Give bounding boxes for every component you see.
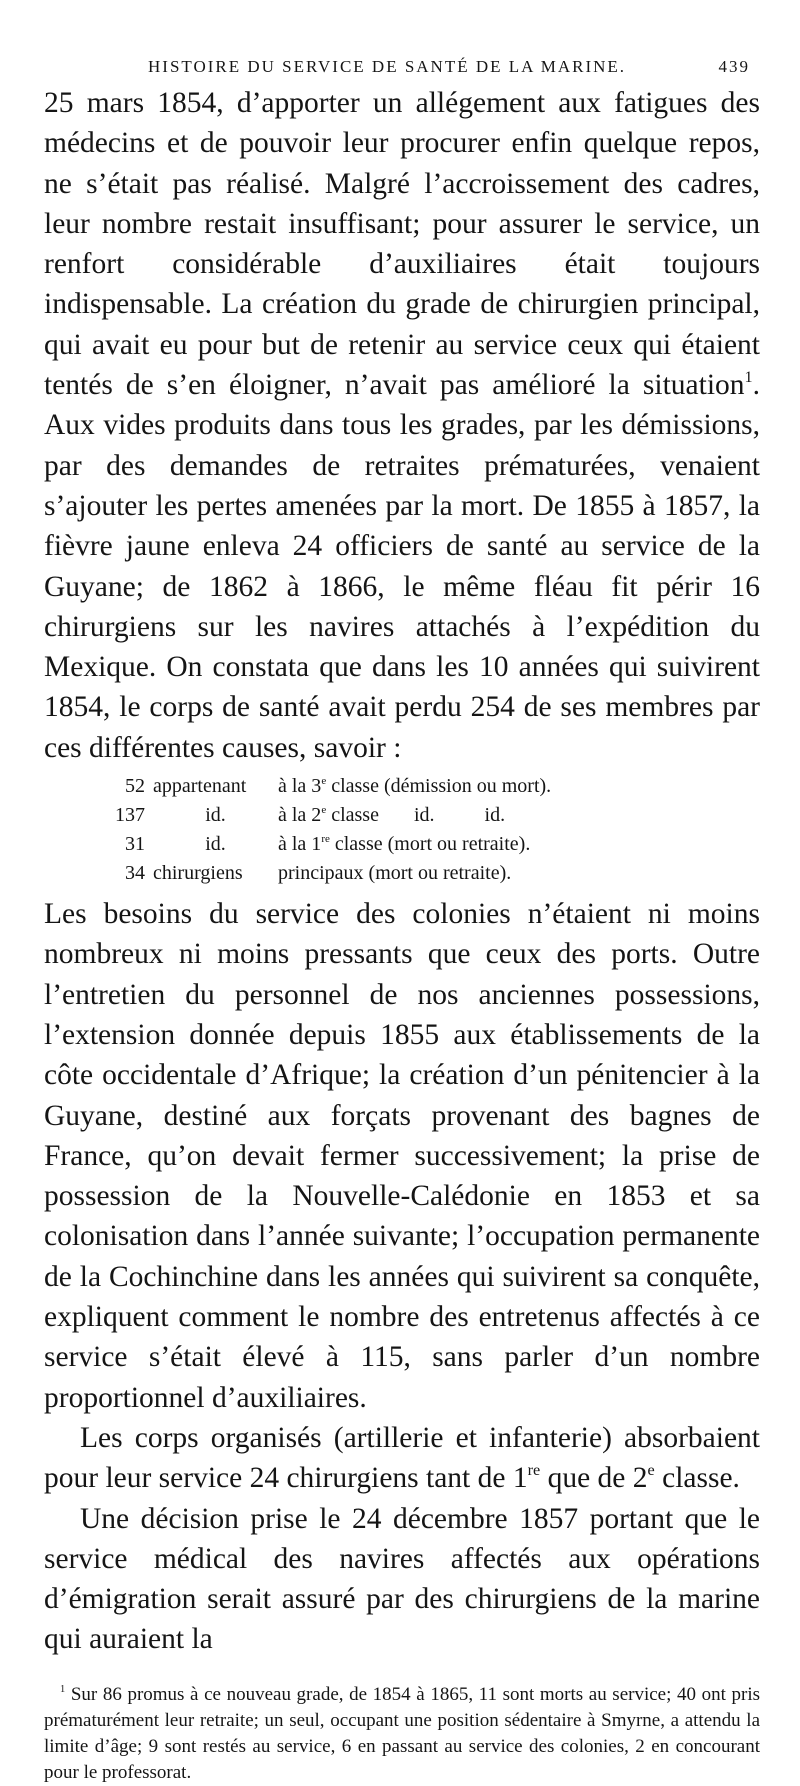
- breakdown-row: [44, 859, 760, 888]
- paragraph: Une décision prise le 24 décembre 1857 portant que le service médical des navires affectés aux opérations d’émigration serait assuré par des chirurgiens de la marine qui auraient la: [44, 1502, 760, 1656]
- running-head: [148, 56, 750, 78]
- breakdown-word: chirurgiens: [153, 862, 243, 885]
- running-title: HISTOIRE DU SERVICE DE SANTÉ DE LA MARINE.: [148, 57, 627, 76]
- breakdown-count: 137: [115, 804, 145, 827]
- breakdown-text: principaux (mort ou retraite).: [278, 862, 512, 885]
- body-text: [44, 83, 760, 1660]
- breakdown-word: id.: [205, 833, 226, 856]
- footnote-text: Sur 86 promus à ce nouveau grade, de 1854 à 1865, 11 sont morts au service; 40 ont pris prématurément leur retraite; un seul, occupant une position sédentaire à Smyrne, a attendu la limite d’âge; 9 sont restés au service, 6 en passant au service des colonies, 2 en concourant pour le professorat.: [44, 1683, 760, 1783]
- breakdown-text: à la 2e classe id. id.: [278, 803, 506, 827]
- breakdown-word: appartenant: [153, 775, 247, 798]
- breakdown-text: à la 3e classe (démission ou mort).: [278, 774, 552, 798]
- footnote-ref: 1: [744, 367, 753, 386]
- page-number: 439: [718, 57, 750, 76]
- paragraph-text: 25 mars 1854, d’apporter un allégement aux fatigues des médecins et de pouvoir leur procurer enfin quelque repos, ne s’était pas réalisé. Malgré l’accroissement des cadres, leur nombre restait insuffisant; pour assurer le service, un renfort considérable d’auxiliaires était toujours indispensable. La création du grade de chirurgien principal, qui avait eu pour but de retenir au service ceux qui étaient tentés de s’en éloigner, n’avait pas amélioré la situation: [44, 87, 760, 402]
- paragraph: Les besoins du service des colonies n’étaient ni moins nombreux ni moins pressants que ceux des ports. Outre l’entretien du personnel de nos anciennes possessions, l’extension donnée depuis 1855 aux établissements de la côte occidentale d’Afrique; la création d’un pénitencier à la Guyane, destiné aux forçats provenant des bagnes de France, qu’on devait fermer successivement; la prise de possession de la Nouvelle-Calédonie en 1853 et sa colonisation dans l’année suivante; l’occupation permanente de la Cochinchine dans les années qui suivirent sa conquête, expliquent comment le nombre des entretenus affectés à ce service s’était élevé à 115, sans parler d’un nombre proportionnel d’auxiliaires.: [44, 898, 760, 1414]
- paragraph: [44, 83, 760, 768]
- breakdown-row: [44, 830, 760, 859]
- footnote: [44, 1682, 760, 1786]
- losses-breakdown: [44, 772, 760, 888]
- breakdown-text: à la 1re classe (mort ou retraite).: [278, 832, 531, 856]
- breakdown-word: id.: [205, 804, 226, 827]
- footnotes: [44, 1682, 760, 1786]
- breakdown-row: [44, 772, 760, 801]
- paragraph: Les corps organisés (artillerie et infanterie) absorbaient pour leur service 24 chirurgiens tant de 1re que de 2e classe.: [44, 1421, 760, 1495]
- breakdown-count: 34: [125, 862, 145, 885]
- footnote-mark: 1: [60, 1683, 66, 1695]
- breakdown-count: 31: [125, 833, 145, 856]
- breakdown-row: [44, 801, 760, 830]
- paragraph-text: . Aux vides produits dans tous les grades, par les démissions, par des demandes de retraites prématurées, venaient s’ajouter les pertes amenées par la mort. De 1855 à 1857, la fièvre jaune enleva 24 officiers de santé au service de la Guyane; de 1862 à 1866, le même fléau fit périr 16 chirurgiens sur les navires attachés à l’expédition du Mexique. On constata que dans les 10 années qui suivirent 1854, le corps de santé avait perdu 254 de ses membres par ces différentes causes, savoir :: [44, 369, 760, 764]
- breakdown-count: 52: [125, 775, 145, 798]
